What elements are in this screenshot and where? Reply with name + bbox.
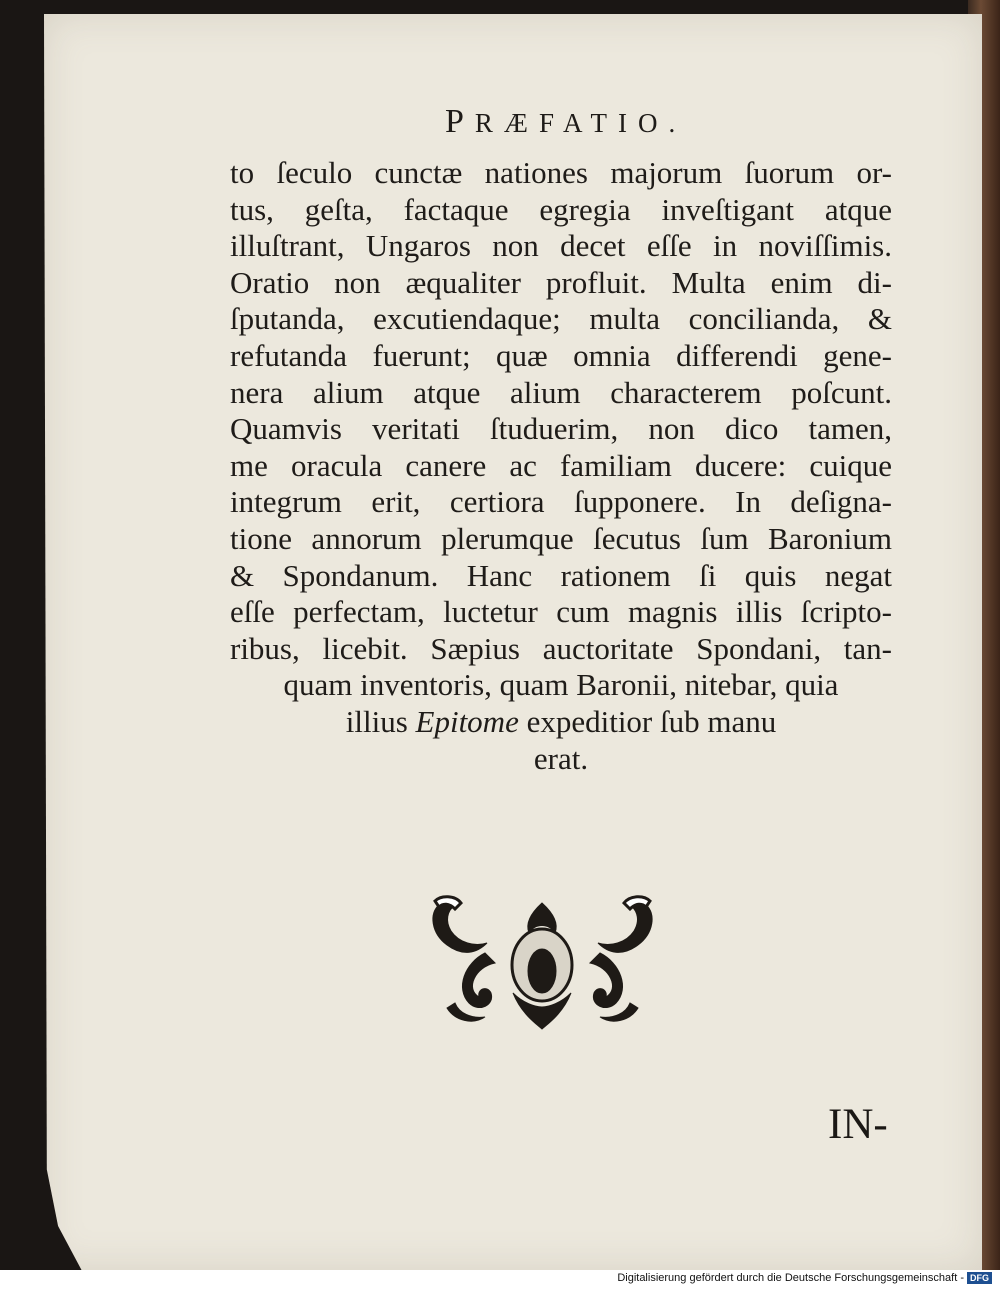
running-header <box>445 103 686 141</box>
footer-credit <box>617 1272 992 1284</box>
text-line: Oratio non æqualiter profluit. Multa enim di- <box>230 264 892 300</box>
floral-vignette-icon <box>425 893 660 1033</box>
footer-text: Digitalisierung gefördert durch die Deutsche Forschungsgemeinschaft - <box>617 1272 964 1284</box>
text-line: & Spondanum. Hanc rationem ſi quis negat <box>230 557 892 593</box>
line2-after: expeditior ſub manu <box>518 703 777 739</box>
header-rest: RÆFATIO. <box>474 108 687 138</box>
text-line: nera alium atque alium characterem poſcunt. <box>230 374 892 410</box>
header-initial: P <box>445 103 475 140</box>
text-line: eſſe perfectam, luctetur cum magnis illis ſcripto- <box>230 594 892 630</box>
text-line: refutanda fuerunt; quæ omnia differendi gene- <box>230 337 892 373</box>
main-text-block <box>230 155 892 777</box>
catchword: IN- <box>828 1101 888 1148</box>
text-line: integrum erit, certiora ſupponere. In deſigna- <box>230 484 892 520</box>
line2-before: illius <box>345 703 416 739</box>
text-line: ribus, licebit. Sæpius auctoritate Spondani, tan- <box>230 630 892 666</box>
text-line: to ſeculo cunctæ nationes majorum ſuorum or- <box>230 155 892 190</box>
text-line: ſputanda, excutiendaque; multa concilianda, & <box>230 301 892 337</box>
text-line: illuſtrant, Ungaros non decet eſſe in noviſſimis. <box>230 228 892 264</box>
centered-line-3: erat. <box>533 740 589 776</box>
text-line: me oracula canere ac familiam ducere: cuique <box>230 447 892 483</box>
text-line: tus, geſta, factaque egregia inveſtigant atque <box>230 191 892 227</box>
centered-line-1: quam inventoris, quam Baronii, nitebar, quia <box>283 667 839 703</box>
text-line: Quamvis veritati ſtuduerim, non dico tamen, <box>230 411 892 447</box>
centered-line-2 <box>230 704 892 741</box>
italic-epitome: Epitome <box>415 703 519 739</box>
text-line: tione annorum plerumque ſecutus ſum Baronium <box>230 520 892 556</box>
dfg-logo-icon: DFG <box>967 1272 992 1284</box>
